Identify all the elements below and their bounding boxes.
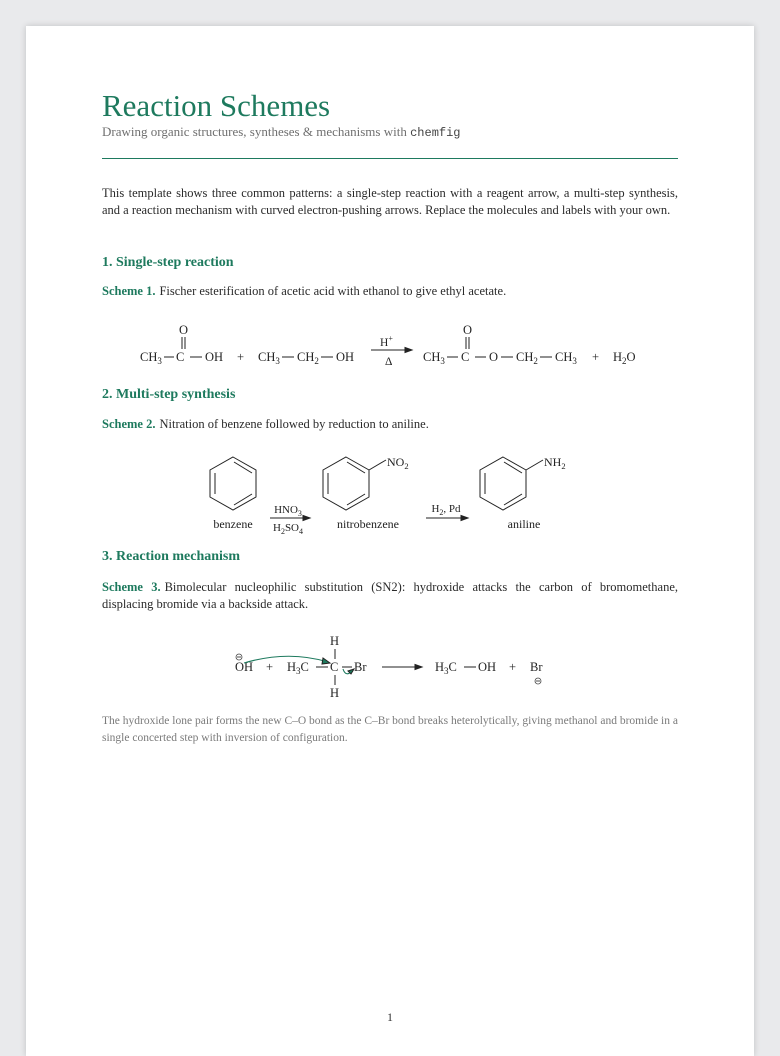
svg-text:OH: OH [205,350,224,364]
compound-name-aniline: aniline [507,517,541,531]
svg-text:CH3: $CH_3$ [423,350,445,366]
scheme-caption-2 [102,416,678,433]
reaction-arrow-step-2 [426,503,468,521]
substituent-nh2: $NH_2$ [544,455,566,471]
reaction-arrow-1 [371,334,412,368]
svg-text:H2, Pd: $H_2$, Pd [431,503,461,517]
section-heading-1: 1. Single-step reaction [102,255,234,270]
aniline-structure [480,457,543,510]
ethyl-acetate [423,323,577,366]
scheme-caption-text-2: Nitration of benzene followed by reduction to aniline. [159,417,429,431]
scheme-label-2: Scheme 2. [102,417,156,431]
svg-text:CH3: $CH_3$ [258,350,280,366]
scheme-caption-1 [102,283,678,300]
svg-text:HNO3: $HNO_3$ [274,504,302,518]
scheme-label-3: Scheme 3. [102,580,161,594]
scheme-1-reaction [26,306,754,376]
nitrobenzene-structure [323,457,386,510]
page-subtitle [102,124,461,140]
scheme-caption-3 [102,579,678,613]
compound-name-nitrobenzene: nitrobenzene [337,517,399,531]
svg-text:O: O [463,323,473,337]
svg-text:C: C [461,350,470,364]
subtitle-text: Drawing organic structures, syntheses & mechanisms with [102,124,407,139]
mechanism-note: The hydroxide lone pair forms the new C–O bond as the C–Br bond breaks heterolytically, giving methanol and bromide in a single concerted step with inversion of configuration. [102,715,678,744]
bromomethane [287,634,367,700]
svg-text:H2SO4: $H_2SO_4$ [272,522,304,536]
water: $H_2O$ [613,350,636,366]
scheme-caption-text-1: Fischer esterification of acetic acid with ethanol to give ethyl acetate. [159,284,507,298]
svg-text:Br: Br [354,660,367,674]
svg-text:H3C: $H_3C$ [287,660,309,676]
svg-text:CH2: $CH_2$ [516,350,538,366]
benzene-structure [210,457,256,510]
substituent-no2: $NO_2$ [387,455,409,471]
plus-sign: + [592,350,600,364]
scheme-3-mechanism [26,626,754,708]
acetic-acid [140,323,223,366]
svg-text:OH: OH [336,350,355,364]
page-title: Reaction Schemes [102,88,331,123]
svg-text:Δ: Δ [385,356,393,368]
curved-arrow-attack [244,656,328,663]
svg-text:H: H [330,686,340,700]
svg-text:O: O [179,323,189,337]
reaction-arrow-step-1 [270,504,310,536]
svg-text:CH2: $CH_2$ [297,350,319,366]
plus-sign: + [237,350,245,364]
svg-text:Br: Br [530,660,543,674]
scheme-2-synthesis [26,446,754,538]
plus-sign: + [509,660,517,674]
curved-arrow-attack-head [322,658,330,664]
section-heading-2: 2. Multi-step synthesis [102,387,236,402]
title-rule [102,158,678,159]
page-number: 1 [387,1010,393,1024]
scheme-caption-text-3: Bimolecular nucleophilic substitution (SN2): hydroxide attacks the carbon of bromomethane, displacing bromide via a backside attack. [102,580,678,611]
section-heading-3: 3. Reaction mechanism [102,549,241,564]
plus-sign: + [266,660,274,674]
hydroxide [235,654,253,674]
svg-text:H+: H+ [380,334,393,349]
svg-text:O: O [489,350,499,364]
compound-name-benzene: benzene [213,517,253,531]
svg-text:C: C [330,660,339,674]
svg-text:H: H [330,634,340,648]
svg-text:CH3: $CH_3$ [555,350,577,366]
svg-text:CH3: $CH_3$ [140,350,162,366]
methanol [435,660,496,676]
intro-paragraph: This template shows three common patterns: a single-step reaction with a reagent arrow, a multi-step synthesis, and a reaction mechanism with curved electron-pushing arrows. Replace the molecules and labels with your own. [102,186,678,217]
svg-text:OH: OH [478,660,497,674]
subtitle-code: chemfig [410,126,461,140]
svg-text:OH: OH [235,660,254,674]
scheme-label-1: Scheme 1. [102,284,156,298]
reaction-arrow-3 [382,665,422,670]
bromide [530,660,543,684]
svg-text:H3C: $H_3C$ [435,660,457,676]
ethanol [258,350,354,366]
svg-text:C: C [176,350,185,364]
document-page [26,26,754,1056]
